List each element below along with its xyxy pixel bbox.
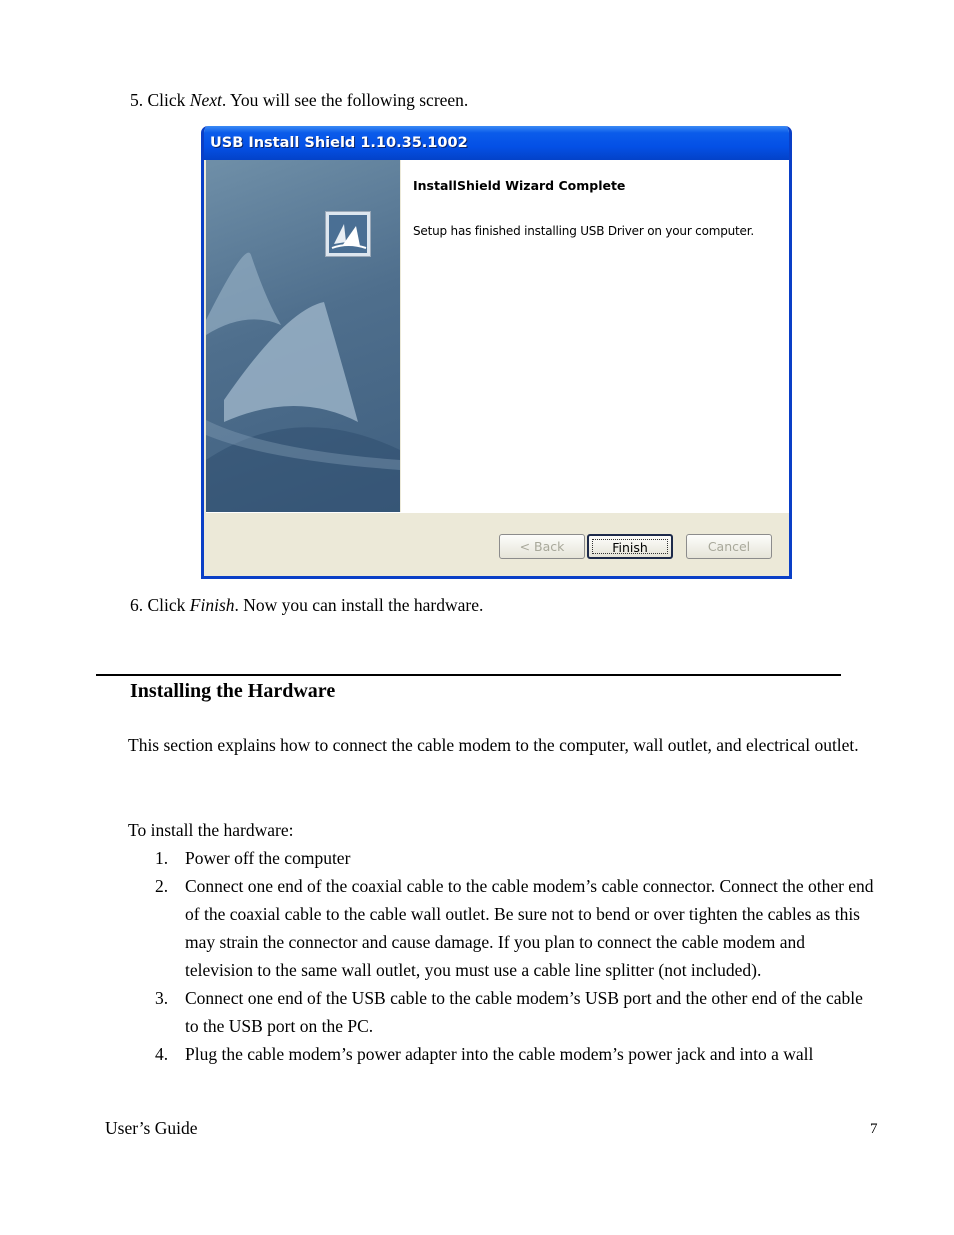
install-dialog-screenshot [201, 126, 792, 579]
wizard-button-bar [206, 512, 790, 577]
dialog-titlebar[interactable] [204, 126, 789, 160]
cancel-button[interactable]: Cancel [686, 534, 772, 559]
step-5-text: 5. Click Next. You will see the following screen. [130, 90, 469, 110]
section-divider [96, 674, 841, 676]
dialog-title: USB Install Shield 1.10.35.1002 [210, 135, 468, 151]
finish-button-label: Finish [592, 539, 668, 554]
list-item: 1. Power off the computer [155, 848, 351, 868]
hardware-steps-list [155, 844, 875, 1068]
steps-lead: To install the hardware: [128, 820, 294, 840]
section-title: Installing the Hardware [130, 680, 336, 702]
finish-button[interactable] [587, 534, 673, 559]
wizard-message: Setup has finished installing USB Driver on your computer. [413, 224, 754, 238]
installshield-logo-icon [325, 211, 371, 257]
page-number: 7 [870, 1121, 878, 1137]
list-item: 2. Connect one end of the coaxial cable to the cable modem’s cable connector. Connect the other end of the coaxial cable to the cable wall outlet. Be sure not to bend or over tighten the cables as this may strain the connector and cause damage. If you plan to connect the cable modem and television to the same wall outlet, you must use a cable line splitter (not included). [155, 876, 874, 980]
list-item: 3. Connect one end of the USB cable to the cable modem’s USB port and the other end of the cable to the USB port on the PC. [155, 988, 863, 1036]
footer-label: User’s Guide [105, 1118, 198, 1138]
wizard-heading: InstallShield Wizard Complete [413, 178, 626, 193]
next-emphasis: Next [189, 90, 222, 110]
wizard-side-banner [206, 160, 400, 512]
list-item: 4. Plug the cable modem’s power adapter into the cable modem’s power jack and into a wall [155, 1044, 814, 1064]
step-6-text: 6. Click Finish. Now you can install the hardware. [130, 595, 484, 615]
finish-emphasis: Finish [189, 595, 235, 615]
back-button[interactable]: < Back [499, 534, 585, 559]
wizard-content-panel [401, 160, 790, 512]
section-intro: This section explains how to connect the cable modem to the computer, wall outlet, and electrical outlet. [128, 735, 859, 755]
